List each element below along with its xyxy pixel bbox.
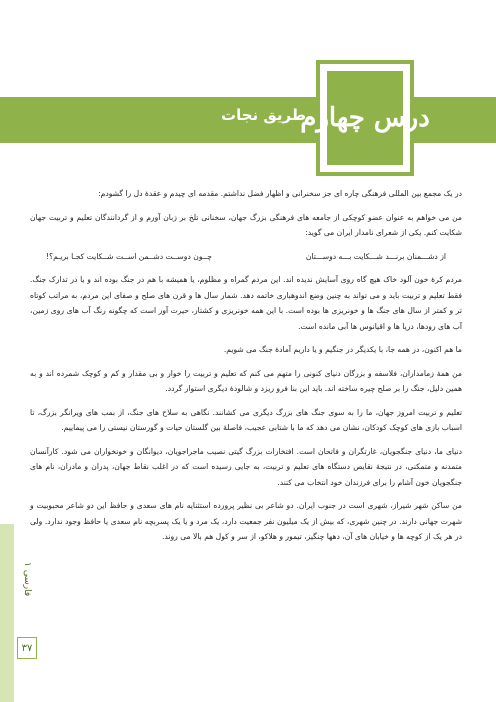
paragraph-world: دنیای ما، دنیای جنگجویان، غارتگران و فاتحان است. افتخارات بزرگ گیتی نصیب ماجراجویان، دیوانگان و خونخواران می شود. کارآنسان متمدنه و متمکنی، در نتیجهٔ نقایص دستگاه های تعلیم و تربیت، به جایی رسیده است که در اغلب نقاط جهان، پدران و مادران، نام های جنگجویان خون آشام را برای فرزندان خود انتخاب می کنند.	[30, 446, 462, 487]
paragraph-shiraz: من ساکن شهر شیراز، شهری است در جنوب ایران. دو شاعر بی نظیر پرورده استثنایه نام های سعدی و حافظ این دو شاعر محبوبیت و شهرت جهانی دارند. در چنین شهری، که بیش از یک میلیون نفر جمعیت دارد، یک مرد و یا یک پسربچه نام سعدی یا حافظ وجود ندارد. ولی در هر یک از کوچه ها و خیابان های آن، دهها چنگیز، تیمور و هلاکو، از سر و کول هم بالا می روند.	[30, 501, 462, 541]
book-label: فارسی ۱	[22, 562, 32, 597]
lesson-label: درس چهارم	[300, 103, 430, 133]
lesson-title: طریق نجات	[221, 106, 306, 124]
side-decor-strip	[0, 524, 14, 702]
poem-verse	[30, 249, 462, 265]
paragraph-accuse: من همهٔ زمامداران، فلاسفه و بزرگان دنیای کنونی را متهم می کنم که تعلیم و تربیت را خوار و بی مقدار و کم و کوچک شمرده اند و به همین دلیل، جنگ را بر صلح چیره ساخته اند. باید این بنا فرو ریزد و شالودهٔ دیگری استوار گردد.	[30, 368, 462, 393]
paragraph-complaint: من می خواهم به عنوان عضو کوچکی از جامعه های فرهنگی بزرگ جهان، سخنانی تلخ بر زبان آورم و از گردانندگان تعلیم و تربیت جهان شکایت کنم. یکی از شعرای نامدار ایران می گوید:	[30, 212, 462, 237]
paragraph-now: ما هم اکنون، در همه جا، با یکدیگر در جنگیم و یا داریم آمادهٔ جنگ می شویم.	[223, 345, 462, 354]
poem-first-hemistich: از دشـــمنان برنـــد شـــکایت بـــه دوســـتان	[305, 251, 446, 261]
paragraph-intro: در یک مجمع بین المللی فرهنگی چاره ای جز سخنرانی و اظهار فضل نداشتم. مقدمه ای چیدم و عقدهٔ دل را گشودم:	[98, 189, 462, 198]
poem-second-hemistich: چــون دوســت دشــمن اســت شــکایت کجـا بریـم؟!	[46, 251, 212, 261]
paragraph-war: مردم کرهٔ خون آلود خاک هیچ گاه روی آسایش ندیده اند. این مردم گمراه و مظلوم، یا همیشه با هم در جنگ بوده اند و یا در تدارک جنگ. فقط تعلیم و تربیت باید و می تواند به چنین وضع اندوهباری خاتمه دهد. شمار سال ها و قرن های صلح و صفای این مردم، به مراتب کوتاه تر و کمتر از سال های جنگ ها و خونریزی ها بوده است. با این همه خونریزی و کشتار، حیرت آور است که چگونه رنگ آب های روی زمین، آب های رودها، دریا ها و اقیانوس ها آبی مانده است.	[30, 275, 462, 331]
lesson-number-box-inner	[300, 71, 430, 165]
lesson-number-box	[300, 60, 430, 176]
paragraph-education: تعلیم و تربیت امروز جهان، ما را به سوی جنگ های بزرگ دیگری می کشانند. نگاهی به سلاح های جنگ، از بمب های ویرانگر بزرگ، تا اسباب بازی های کوچک کودکان، نشان می دهد که ما با شتابی عجیب، فاصلهٔ بین گلستان حیات و گورستان نیستی را می پیماییم.	[30, 407, 462, 432]
lesson-body	[30, 186, 462, 553]
page-number: ۳۷	[17, 637, 37, 659]
